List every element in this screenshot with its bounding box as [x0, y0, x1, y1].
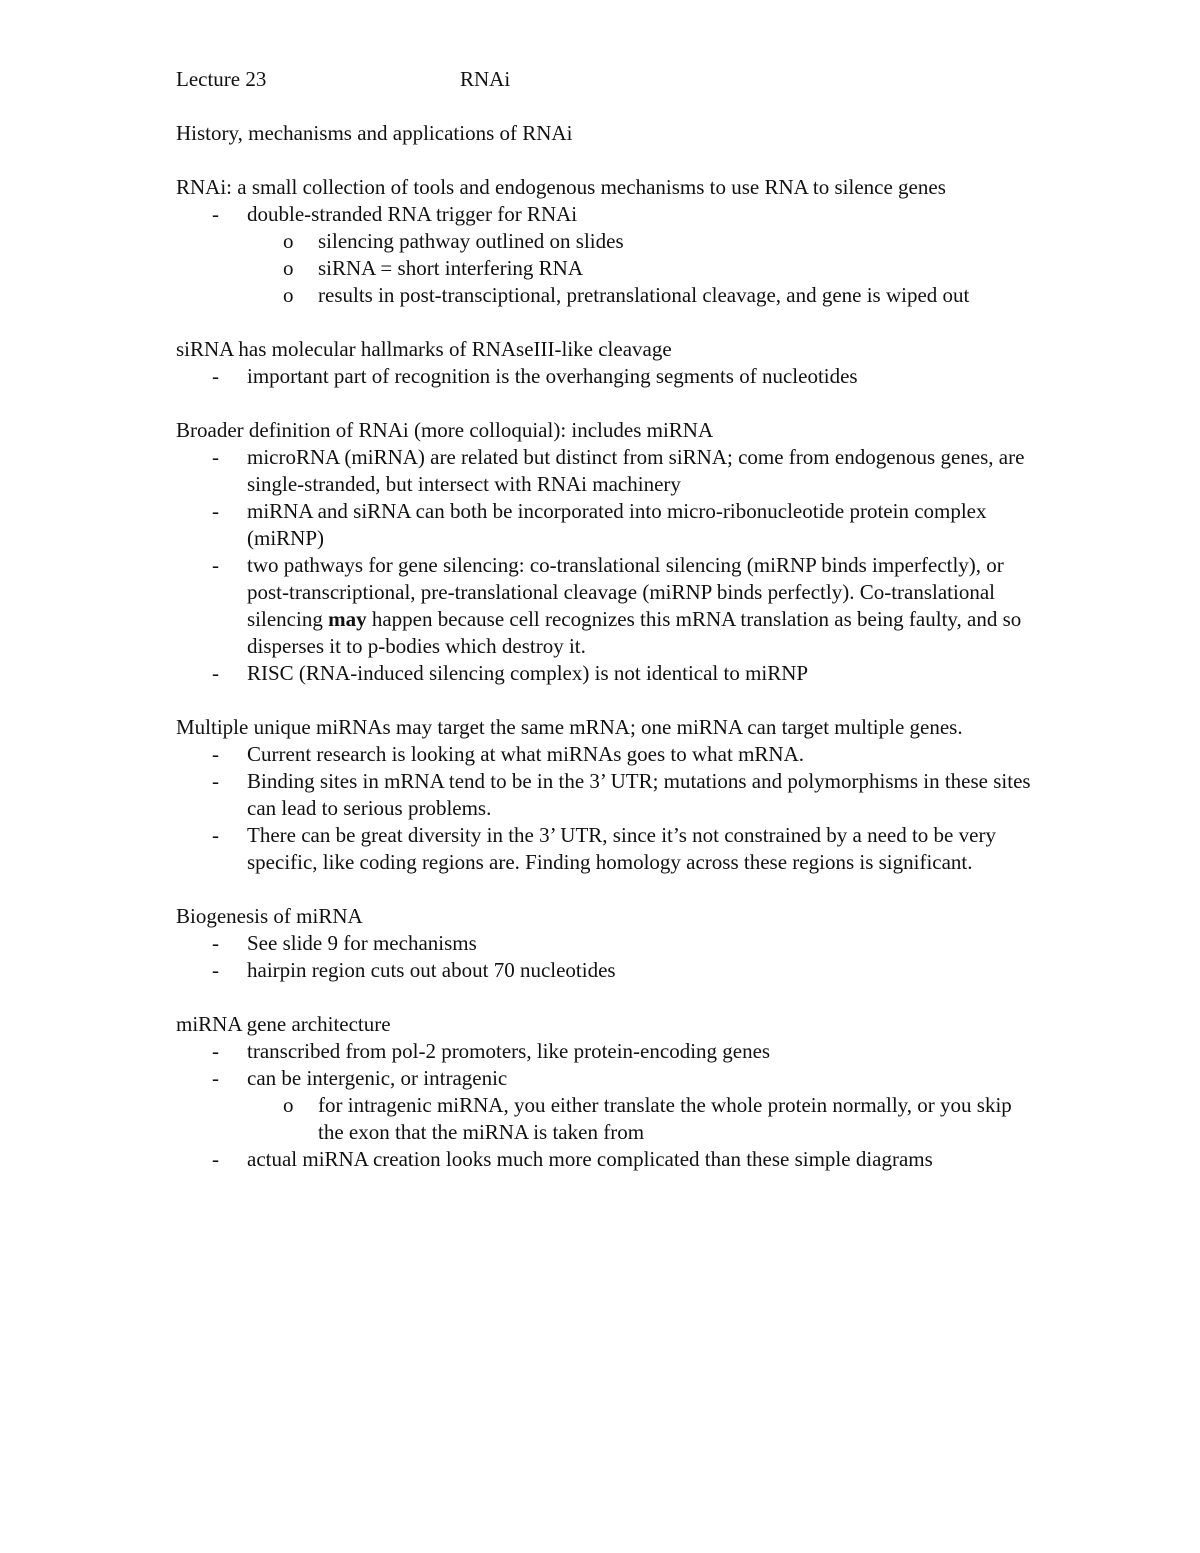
list-item-text: miRNA and siRNA can both be incorporated into micro-ribonucleotide protein complex (miRNP) — [247, 499, 987, 550]
list-item-text: There can be great diversity in the 3’ UTR, since it’s not constrained by a need to be very specific, like coding regions are. Finding homology across these regions is significant. — [247, 823, 996, 874]
rnai-list — [176, 201, 1036, 309]
multiple-list — [176, 741, 1036, 876]
list-item — [176, 444, 1036, 498]
sub-list-item-text: siRNA = short interfering RNA — [318, 256, 583, 280]
circle-marker: o — [283, 256, 294, 280]
broader-list — [176, 444, 1036, 687]
text-run: happen because cell recognizes this mRNA translation as being faulty, and so disperses it to p-bodies which destroy it. — [247, 607, 1022, 658]
sub-list-item — [247, 282, 1036, 309]
list-item — [176, 1038, 1036, 1065]
list-item — [176, 552, 1036, 660]
dash-marker: - — [212, 958, 219, 982]
dash-marker: - — [212, 931, 219, 955]
sub-list-item — [247, 228, 1036, 255]
list-item-text: hairpin region cuts out about 70 nucleotides — [247, 958, 616, 982]
dash-marker: - — [212, 553, 219, 577]
list-item — [176, 660, 1036, 687]
circle-marker: o — [283, 283, 294, 307]
list-item-text: RISC (RNA-induced silencing complex) is not identical to miRNP — [247, 661, 809, 685]
biogenesis-intro: Biogenesis of miRNA — [176, 904, 363, 928]
dash-marker: - — [212, 769, 219, 793]
sub-list-item-text: for intragenic miRNA, you either translate the whole protein normally, or you skip the exon that the miRNA is taken from — [318, 1093, 1012, 1144]
circle-marker: o — [283, 1093, 294, 1117]
list-item-text: microRNA (miRNA) are related but distinct from siRNA; come from endogenous genes, are single-stranded, but intersect with RNAi machinery — [247, 445, 1025, 496]
list-item-text: transcribed from pol-2 promoters, like protein-encoding genes — [247, 1039, 771, 1063]
architecture-list — [176, 1038, 1036, 1173]
list-item-text: Current research is looking at what miRNAs goes to what mRNA. — [247, 742, 804, 766]
list-item — [176, 957, 1036, 984]
multiple-intro: Multiple unique miRNAs may target the same mRNA; one miRNA can target multiple genes. — [176, 715, 963, 739]
list-item-text: important part of recognition is the overhanging segments of nucleotides — [247, 364, 858, 388]
sub-list-item-text: results in post-transciptional, pretranslational cleavage, and gene is wiped out — [318, 283, 970, 307]
list-item — [176, 822, 1036, 876]
dash-marker: - — [212, 823, 219, 847]
list-item — [176, 498, 1036, 552]
dash-marker: - — [212, 499, 219, 523]
dash-marker: - — [212, 1147, 219, 1171]
list-item — [176, 930, 1036, 957]
text-run: two pathways for gene silencing: co-translational silencing (miRNP binds imperfectly), or post-transcriptional, pre-translational cleavage (miRNP binds perfectly). Co-translational silencing — [247, 553, 1004, 631]
rnai-intro: RNAi: a small collection of tools and endogenous mechanisms to use RNA to silence genes — [176, 175, 946, 199]
list-item — [176, 201, 1036, 309]
list-item-text: can be intergenic, or intragenic — [247, 1066, 508, 1090]
sub-list-item — [247, 1092, 1036, 1146]
dash-marker: - — [212, 742, 219, 766]
architecture-intro: miRNA gene architecture — [176, 1012, 391, 1036]
circle-marker: o — [283, 229, 294, 253]
list-item — [176, 1146, 1036, 1173]
dash-marker: - — [212, 661, 219, 685]
list-item — [176, 1065, 1036, 1146]
document-subtitle: History, mechanisms and applications of RNAi — [176, 121, 573, 145]
broader-intro: Broader definition of RNAi (more colloquial): includes miRNA — [176, 418, 714, 442]
list-item — [176, 363, 1036, 390]
list-item-text: actual miRNA creation looks much more complicated than these simple diagrams — [247, 1147, 933, 1171]
sub-list-item-text: silencing pathway outlined on slides — [318, 229, 624, 253]
rnai-sublist — [247, 228, 1036, 309]
architecture-sublist — [247, 1092, 1036, 1146]
list-item-text: Binding sites in mRNA tend to be in the 3’ UTR; mutations and polymorphisms in these sites can lead to serious problems. — [247, 769, 1031, 820]
dash-marker: - — [212, 364, 219, 388]
list-item — [176, 741, 1036, 768]
list-item-text: double-stranded RNA trigger for RNAi — [247, 202, 578, 226]
sirna-intro: siRNA has molecular hallmarks of RNAseIII-like cleavage — [176, 337, 672, 361]
lecture-number: Lecture 23 — [176, 67, 267, 91]
list-item — [176, 768, 1036, 822]
lecture-topic: RNAi — [460, 67, 511, 91]
lecture-notes — [176, 66, 1036, 1173]
dash-marker: - — [212, 1039, 219, 1063]
sub-list-item — [247, 255, 1036, 282]
list-item-text — [247, 553, 1021, 658]
dash-marker: - — [212, 445, 219, 469]
list-item-text: See slide 9 for mechanisms — [247, 931, 477, 955]
biogenesis-list — [176, 930, 1036, 984]
sirna-list — [176, 363, 1036, 390]
title-row — [176, 66, 1036, 93]
emphasis-text: may — [328, 607, 367, 631]
dash-marker: - — [212, 1066, 219, 1090]
dash-marker: - — [212, 202, 219, 226]
